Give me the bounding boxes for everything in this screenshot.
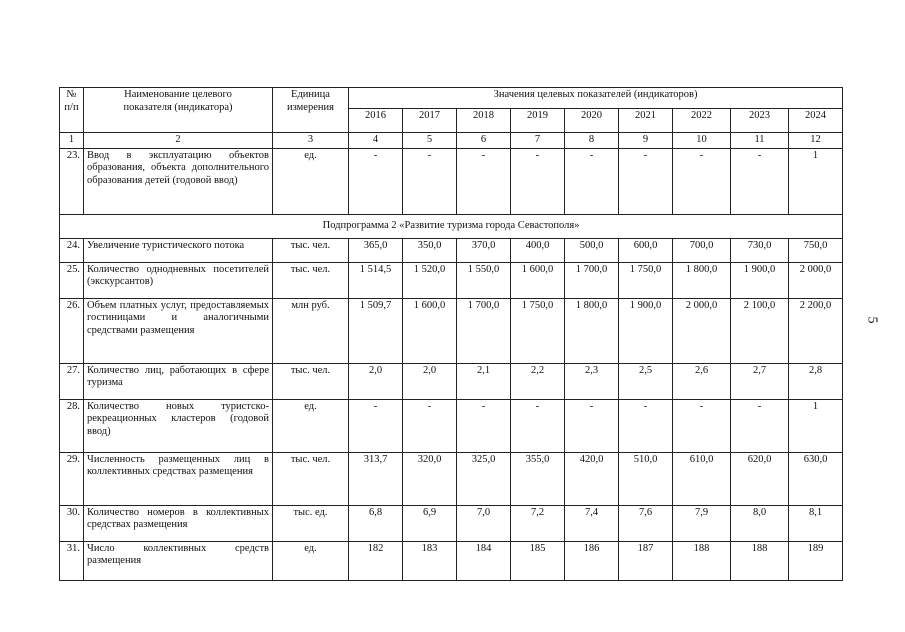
header-year: 2019: [511, 109, 565, 133]
indicator-name: Количество номеров в коллективных средствах размещения: [84, 505, 273, 541]
value-cell: 2 000,0: [673, 298, 731, 363]
value-cell: 189: [789, 541, 843, 580]
value-cell: 500,0: [565, 238, 619, 262]
column-number: 12: [789, 133, 843, 149]
value-cell: -: [673, 148, 731, 214]
value-cell: -: [619, 399, 673, 452]
indicator-name: Численность размещенных лиц в коллективных средствах размещения: [84, 452, 273, 505]
column-numbers-row: [60, 133, 843, 149]
value-cell: 8,1: [789, 505, 843, 541]
value-cell: 610,0: [673, 452, 731, 505]
value-cell: 1 520,0: [403, 262, 457, 298]
column-number: 5: [403, 133, 457, 149]
column-number: 1: [60, 133, 84, 149]
header-name: Наименование целевого показателя (индикатора): [84, 88, 273, 133]
indicator-name: Количество лиц, работающих в сфере туризма: [84, 363, 273, 399]
value-cell: -: [619, 148, 673, 214]
value-cell: 1 700,0: [457, 298, 511, 363]
value-cell: -: [403, 148, 457, 214]
header-year: 2018: [457, 109, 511, 133]
unit-cell: тыс. чел.: [273, 262, 349, 298]
table-row: [60, 298, 843, 363]
header-year: 2023: [731, 109, 789, 133]
unit-cell: ед.: [273, 399, 349, 452]
value-cell: 8,0: [731, 505, 789, 541]
header-num: № п/п: [60, 88, 84, 133]
unit-cell: тыс. чел.: [273, 238, 349, 262]
value-cell: 620,0: [731, 452, 789, 505]
value-cell: 188: [731, 541, 789, 580]
value-cell: 600,0: [619, 238, 673, 262]
value-cell: 355,0: [511, 452, 565, 505]
value-cell: 365,0: [349, 238, 403, 262]
row-number: 27.: [60, 363, 84, 399]
unit-cell: млн руб.: [273, 298, 349, 363]
value-cell: 2,8: [789, 363, 843, 399]
table-row: [60, 238, 843, 262]
row-number: 29.: [60, 452, 84, 505]
value-cell: -: [457, 148, 511, 214]
value-cell: -: [349, 399, 403, 452]
value-cell: 183: [403, 541, 457, 580]
value-cell: 325,0: [457, 452, 511, 505]
value-cell: 730,0: [731, 238, 789, 262]
column-number: 4: [349, 133, 403, 149]
row-number: 26.: [60, 298, 84, 363]
value-cell: -: [511, 148, 565, 214]
header-year: 2016: [349, 109, 403, 133]
value-cell: 420,0: [565, 452, 619, 505]
value-cell: 2 100,0: [731, 298, 789, 363]
value-cell: -: [349, 148, 403, 214]
header-year: 2022: [673, 109, 731, 133]
column-number: 6: [457, 133, 511, 149]
value-cell: 1 514,5: [349, 262, 403, 298]
header-year: 2017: [403, 109, 457, 133]
row-number: 23.: [60, 148, 84, 214]
value-cell: 2,0: [403, 363, 457, 399]
indicators-table: [59, 87, 843, 581]
table-row: [60, 452, 843, 505]
row-number: 28.: [60, 399, 84, 452]
value-cell: 2,2: [511, 363, 565, 399]
value-cell: -: [731, 399, 789, 452]
table-row: [60, 399, 843, 452]
table-row: [60, 541, 843, 580]
row-number: 31.: [60, 541, 84, 580]
indicator-name: Количество новых туристско-рекреационных кластеров (годовой ввод): [84, 399, 273, 452]
header-year: 2024: [789, 109, 843, 133]
subprogram-row: [60, 214, 843, 238]
value-cell: 370,0: [457, 238, 511, 262]
indicator-name: Ввод в эксплуатацию объектов образования, объекта дополнительного образования детей (годовой ввод): [84, 148, 273, 214]
unit-cell: ед.: [273, 541, 349, 580]
value-cell: 320,0: [403, 452, 457, 505]
header-year: 2021: [619, 109, 673, 133]
column-number: 7: [511, 133, 565, 149]
table-row: [60, 262, 843, 298]
value-cell: 350,0: [403, 238, 457, 262]
row-number: 24.: [60, 238, 84, 262]
unit-cell: тыс. чел.: [273, 452, 349, 505]
header-values: Значения целевых показателей (индикаторов): [349, 88, 843, 109]
value-cell: 400,0: [511, 238, 565, 262]
value-cell: 187: [619, 541, 673, 580]
value-cell: 188: [673, 541, 731, 580]
value-cell: 1: [789, 148, 843, 214]
value-cell: -: [511, 399, 565, 452]
value-cell: 750,0: [789, 238, 843, 262]
value-cell: 1 509,7: [349, 298, 403, 363]
value-cell: 2,7: [731, 363, 789, 399]
value-cell: 7,0: [457, 505, 511, 541]
value-cell: 630,0: [789, 452, 843, 505]
value-cell: 1 700,0: [565, 262, 619, 298]
value-cell: -: [457, 399, 511, 452]
row-number: 25.: [60, 262, 84, 298]
value-cell: 1 900,0: [619, 298, 673, 363]
indicator-name: Число коллективных средств размещения: [84, 541, 273, 580]
value-cell: 7,9: [673, 505, 731, 541]
value-cell: 184: [457, 541, 511, 580]
indicator-name: Объем платных услуг, предоставляемых гостиницами и аналогичными средствами размещения: [84, 298, 273, 363]
value-cell: -: [565, 148, 619, 214]
table-body: [60, 148, 843, 580]
unit-cell: ед.: [273, 148, 349, 214]
value-cell: 2,5: [619, 363, 673, 399]
value-cell: 1 800,0: [565, 298, 619, 363]
column-number: 10: [673, 133, 731, 149]
value-cell: 1 750,0: [619, 262, 673, 298]
indicator-name: Количество однодневных посетителей (экскурсантов): [84, 262, 273, 298]
value-cell: 313,7: [349, 452, 403, 505]
column-number: 11: [731, 133, 789, 149]
value-cell: 185: [511, 541, 565, 580]
value-cell: 2 000,0: [789, 262, 843, 298]
table-row: [60, 148, 843, 214]
column-number: 9: [619, 133, 673, 149]
value-cell: 1 600,0: [511, 262, 565, 298]
column-number: 8: [565, 133, 619, 149]
value-cell: -: [731, 148, 789, 214]
header-unit: Единица измерения: [273, 88, 349, 133]
value-cell: 6,9: [403, 505, 457, 541]
value-cell: 182: [349, 541, 403, 580]
value-cell: 2,3: [565, 363, 619, 399]
value-cell: 1 900,0: [731, 262, 789, 298]
value-cell: -: [403, 399, 457, 452]
value-cell: 2,6: [673, 363, 731, 399]
value-cell: 510,0: [619, 452, 673, 505]
value-cell: 2 200,0: [789, 298, 843, 363]
value-cell: 2,0: [349, 363, 403, 399]
value-cell: -: [565, 399, 619, 452]
unit-cell: тыс. ед.: [273, 505, 349, 541]
header-year: 2020: [565, 109, 619, 133]
table-row: [60, 363, 843, 399]
indicator-name: Увеличение туристического потока: [84, 238, 273, 262]
value-cell: 1: [789, 399, 843, 452]
value-cell: 7,4: [565, 505, 619, 541]
page-number: 5: [864, 316, 880, 324]
value-cell: 2,1: [457, 363, 511, 399]
value-cell: 700,0: [673, 238, 731, 262]
row-number: 30.: [60, 505, 84, 541]
subprogram-title: Подпрограмма 2 «Развитие туризма города Севастополя»: [60, 214, 843, 238]
value-cell: 6,8: [349, 505, 403, 541]
value-cell: -: [673, 399, 731, 452]
value-cell: 7,2: [511, 505, 565, 541]
value-cell: 1 600,0: [403, 298, 457, 363]
table-row: [60, 505, 843, 541]
column-number: 2: [84, 133, 273, 149]
column-number: 3: [273, 133, 349, 149]
value-cell: 1 800,0: [673, 262, 731, 298]
value-cell: 1 550,0: [457, 262, 511, 298]
unit-cell: тыс. чел.: [273, 363, 349, 399]
value-cell: 7,6: [619, 505, 673, 541]
value-cell: 186: [565, 541, 619, 580]
value-cell: 1 750,0: [511, 298, 565, 363]
